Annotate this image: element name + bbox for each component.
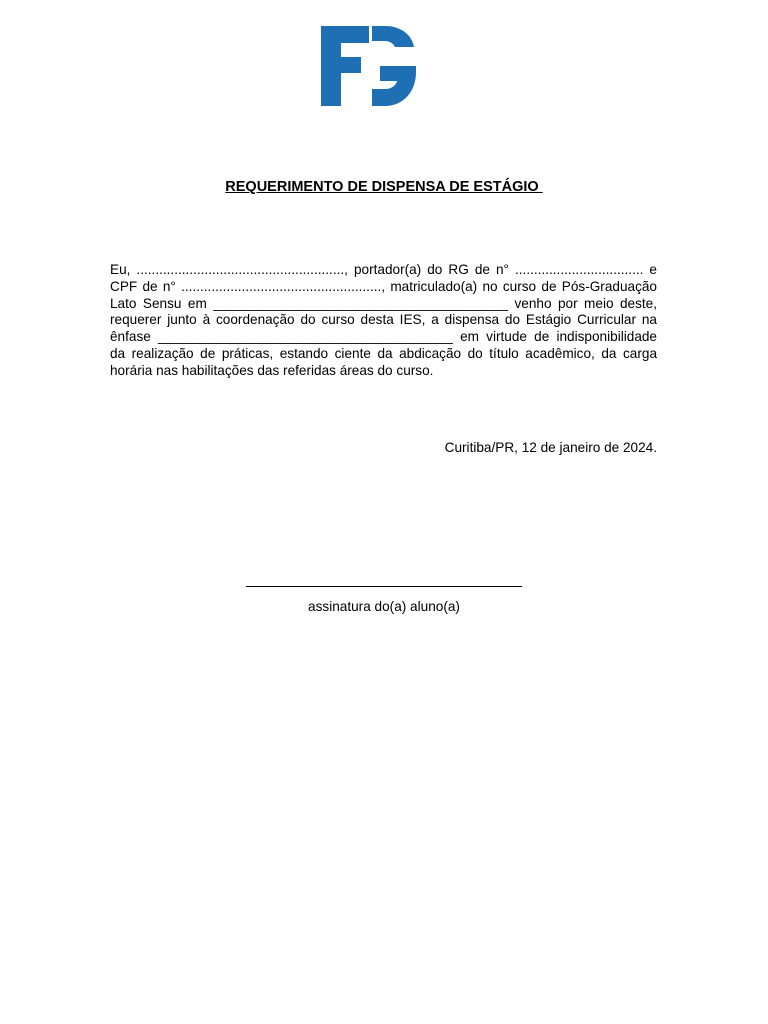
signature-line: [246, 586, 522, 587]
fg-logo-icon: [321, 26, 416, 106]
date-location: Curitiba/PR, 12 de janeiro de 2024.: [444, 440, 657, 455]
signature-label: assinatura do(a) aluno(a): [308, 599, 460, 614]
request-body-text: Eu, ......................................................., portador(a) do RG de n° .................................. e CPF de n° ....................................................., matriculado(a) no curso de Pós-Graduação Lato Sensu em _______________________________________ venho por meio deste, requerer junto à coordenação do curso desta IES, a dispensa do Estágio Curricular na ênfase _______________________________________ em virtude de indisponibilidade da realização de práticas, estando ciente da abdicação do título acadêmico, da carga horária nas habilitações das referidas áreas do curso.: [110, 262, 657, 378]
document-title: REQUERIMENTO DE DISPENSA DE ESTÁGIO: [225, 179, 543, 195]
